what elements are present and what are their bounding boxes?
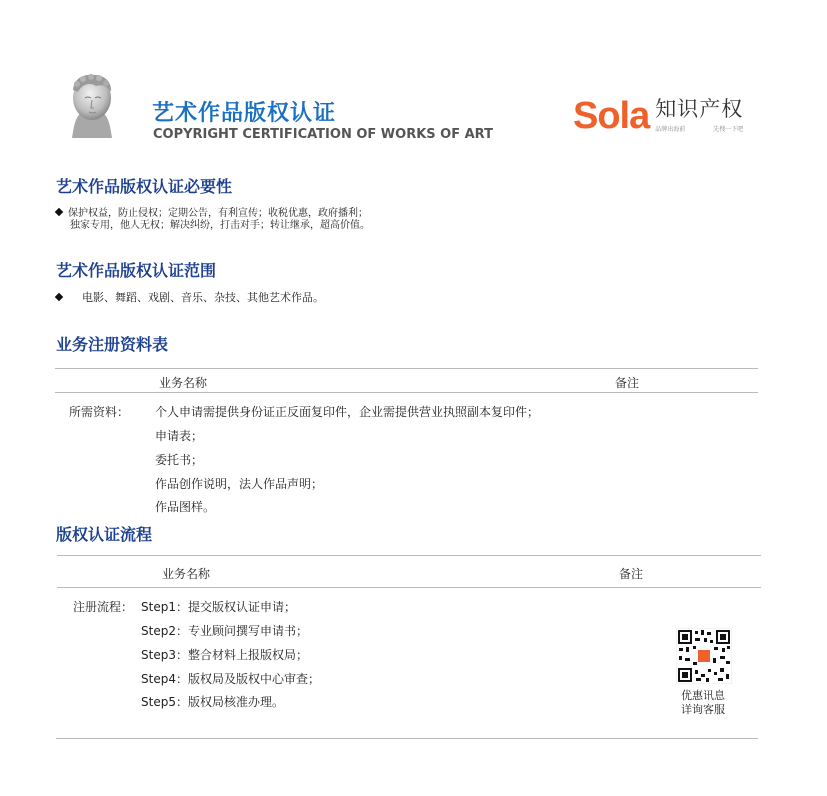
list-item: 作品创作说明，法人作品声明； xyxy=(155,477,324,491)
section-heading-process: 版权认证流程 xyxy=(56,525,153,544)
list-item: 作品图样。 xyxy=(155,500,216,514)
col-header-name: 业务名称 xyxy=(162,567,211,581)
scope-bullet xyxy=(56,292,324,304)
table-divider xyxy=(57,587,761,588)
table-divider xyxy=(57,555,761,556)
qr-caption-1: 优惠讯息 xyxy=(681,689,725,702)
process-step: Step1：提交版权认证申请； xyxy=(141,600,296,614)
brand-slogan-2: 先搜一下吧 xyxy=(713,126,744,133)
necessity-line-2: 独家专用，他人无权；解决纠纷，打击对手；转让继承，超高价值。 xyxy=(70,220,370,231)
qr-code-icon[interactable] xyxy=(676,628,732,684)
list-item: 个人申请需提供身份证正反面复印件，企业需提供营业执照副本复印件； xyxy=(155,405,540,419)
brand-cn: 知识产权 xyxy=(655,97,744,121)
brand-slogan-1: 品牌出海前 xyxy=(655,126,686,133)
process-step: Step5：版权局核准办理。 xyxy=(141,695,284,709)
process-step: Step2：专业顾问撰写申请书； xyxy=(141,624,308,638)
page-subtitle: COPYRIGHT CERTIFICATION OF WORKS OF ART xyxy=(153,127,493,142)
brand-slogan xyxy=(655,124,743,133)
page-title: 艺术作品版权认证 xyxy=(152,101,337,126)
list-item: 申请表； xyxy=(155,429,204,443)
table-divider xyxy=(55,392,758,393)
necessity-bullet xyxy=(56,208,370,232)
brand-name: Sola xyxy=(573,95,650,137)
brand-logo xyxy=(573,96,743,140)
qr-caption-2: 详询客服 xyxy=(681,703,725,716)
table-divider xyxy=(55,368,758,369)
process-step: Step3：整合材料上报版权局； xyxy=(141,648,308,662)
row-label-materials: 所需资料： xyxy=(69,405,130,419)
brand-text xyxy=(655,96,743,133)
col-header-note: 备注 xyxy=(619,567,644,581)
statue-bust-icon xyxy=(62,72,122,140)
col-header-name: 业务名称 xyxy=(159,376,208,390)
list-item: 委托书； xyxy=(155,453,204,467)
section-heading-materials: 业务注册资料表 xyxy=(56,335,169,354)
table-divider xyxy=(56,738,758,739)
qr-caption xyxy=(668,689,738,717)
row-label-process: 注册流程： xyxy=(73,600,134,614)
diamond-bullet-icon xyxy=(55,208,63,216)
section-heading-scope: 艺术作品版权认证范围 xyxy=(56,261,217,280)
necessity-line-1: 保护权益，防止侵权；定期公告，有利宣传；收税优惠，政府播利； xyxy=(68,208,368,219)
section-heading-necessity: 艺术作品版权认证必要性 xyxy=(56,177,233,196)
diamond-bullet-icon xyxy=(55,293,63,301)
scope-text: 电影、舞蹈、戏剧、音乐、杂技、其他艺术作品。 xyxy=(82,291,324,304)
col-header-note: 备注 xyxy=(615,376,640,390)
process-step: Step4：版权局及版权中心审查； xyxy=(141,672,320,686)
